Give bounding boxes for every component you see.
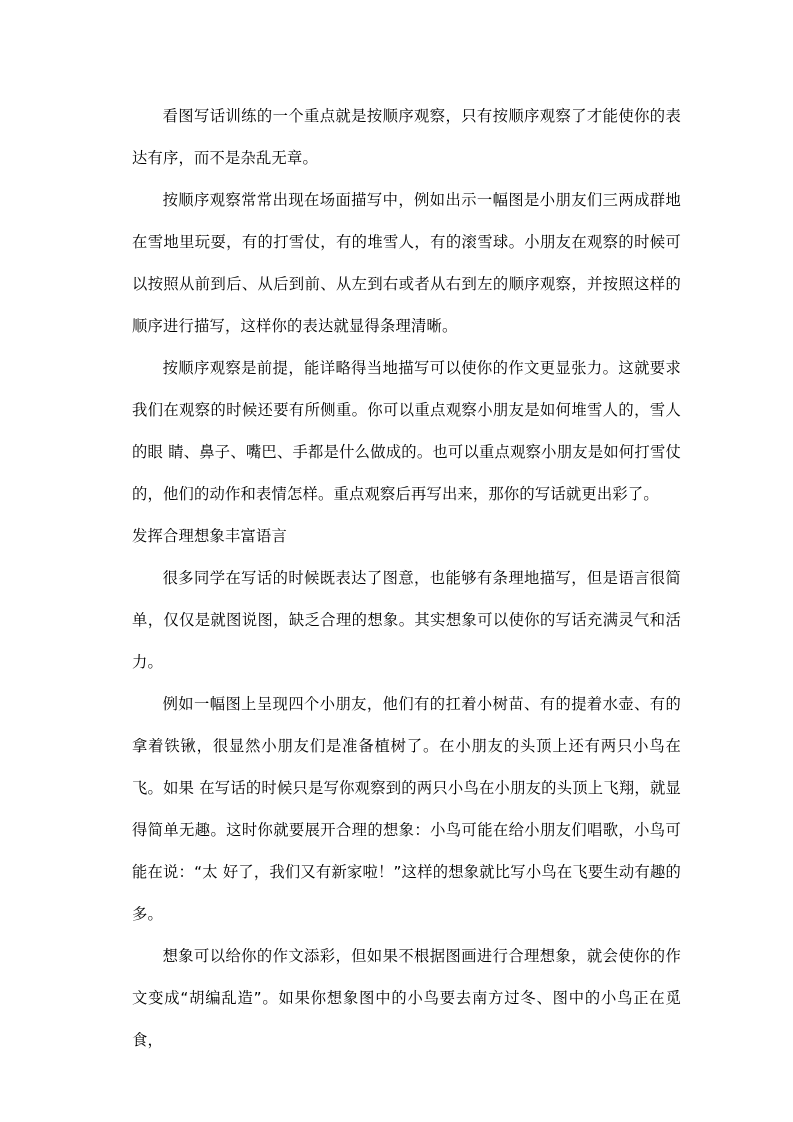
paragraph-5: 例如一幅图上呈现四个小朋友，他们有的扛着小树苗、有的提着水壶、有的拿着铁锹，很显然小朋友们是准备植树了。在小朋友的头顶上还有两只小鸟在飞。如果 在写话的时候只是写你观察到的两只小鸟在小朋友的头顶上飞翔，就显得简单无趣。这时你就要展开合理的想象：小鸟可能在给小朋友们唱歌，小鸟可能在说：“太 好了，我们又有新家啦！”这样的想象就比写小鸟在飞要生动有趣的多。 xyxy=(132,695,681,923)
paragraph-1: 看图写话训练的一个重点就是按顺序观察，只有按顺序观察了才能使你的表达有序，而不是杂乱无章。 xyxy=(132,107,681,167)
document-body xyxy=(132,95,681,1061)
paragraph-4: 很多同学在写话的时候既表达了图意，也能够有条理地描写，但是语言很简单，仅仅是就图说图，缺乏合理的想象。其实想象可以使你的写话充满灵气和活力。 xyxy=(132,569,681,671)
paragraph-3: 按顺序观察是前提，能详略得当地描写可以使你的作文更显张力。这就要求我们在观察的时候还要有所侧重。你可以重点观察小朋友是如何堆雪人的，雪人的眼 睛、鼻子、嘴巴、手都是什么做成的。也可以重点观察小朋友是如何打雪仗的，他们的动作和表情怎样。重点观察后再写出来，那你的写话就更出彩了。 xyxy=(132,359,681,503)
paragraph-2: 按顺序观察常常出现在场面描写中，例如出示一幅图是小朋友们三两成群地在雪地里玩耍，有的打雪仗，有的堆雪人，有的滚雪球。小朋友在观察的时候可以按照从前到后、从后到前、从左到右或者从右到左的顺序观察，并按照这样的顺序进行描写，这样你的表达就显得条理清晰。 xyxy=(132,191,681,335)
paragraph-6: 想象可以给你的作文添彩，但如果不根据图画进行合理想象，就会使你的作文变成“胡编乱造”。如果你想象图中的小鸟要去南方过冬、图中的小鸟正在觅食， xyxy=(132,947,681,1049)
section-heading: 发挥合理想象丰富语言 xyxy=(132,527,287,545)
